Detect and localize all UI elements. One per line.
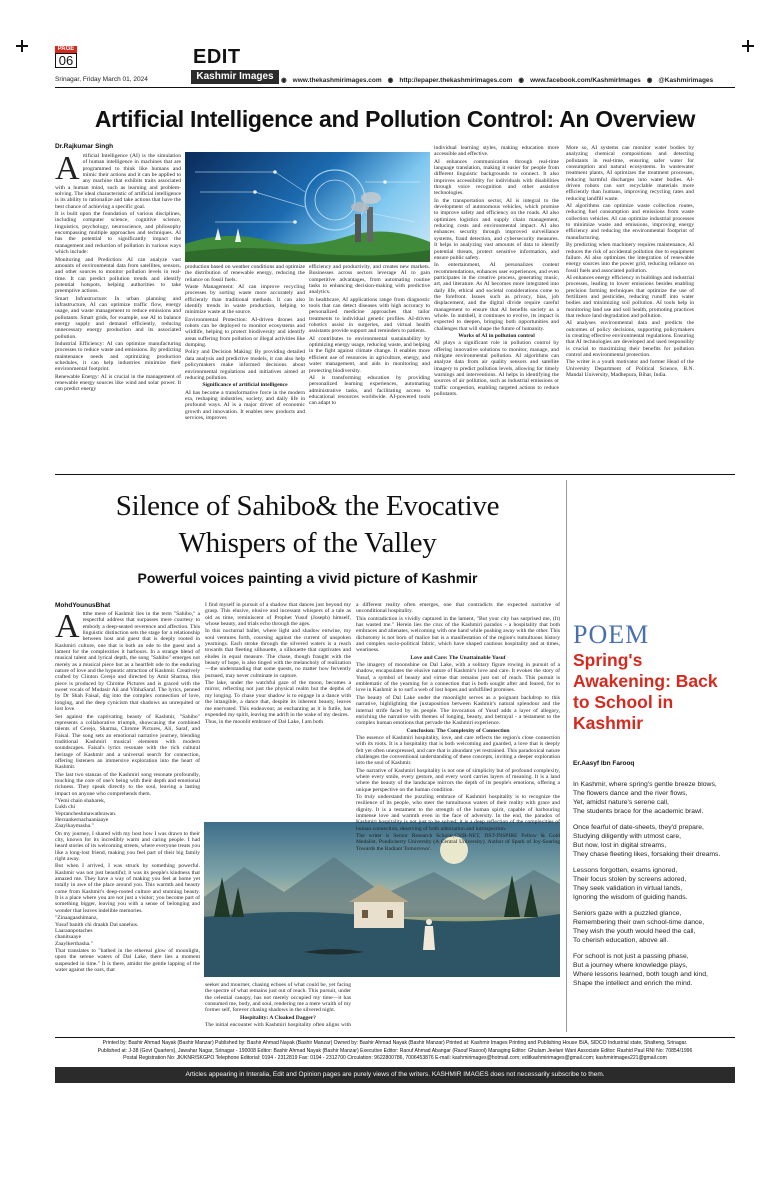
article2-column-3: a different reality often emerges, one that contradicts the expected narrative of unconditional hospitality. This contradiction is vividly captured in the lament, "But your city has surprised me, (It) has wasted me." Herein lies the crux of the Kashmiri paradox - a hospitality that both embraces and alienates, welcoming with one hand while pushing away with the other. This dichotomy is not born of malice but is a manifestation of the region's tumultuous history and complex socio-political fabric, which have shaped cautious hospitality and at times, weariness. Love and Care: The Unattainable Yusuf The imagery of moonshine on Dal Lake, with a solitary figure rowing in pursuit of a shadow, encapsulates the elusive nature of Kashmir's love and care. It evokes the story of Yusuf, a symbol of beauty and virtue that remains just out of reach. This pursuit is emblematic of the yearning for a connection that is both sought after and feared, for to love in Kashmir is to surf a web of lost hopes and unfulfilled promises. The beauty of Dal Lake under the moonlight serves as a poignant backdrop to this narrative, highlighting the juxtaposition between Kashmir's natural splendour and the internal strife faced by its people. The invocation of Yusuf adds a layer of allegory, enriching the narrative with themes of longing, beauty, and betrayal - a testament to the complex human emotions that pervade the Kashmiri experience. Conclusion: The Complexity of Connection The essence of Kashmiri hospitality, love, and care reflects the region's close connection with its roots. It is a hospitality that is both welcoming and guarded, a love that is deeply felt yet often unexpressed, and care that is abundant yet restrained. This paradoxical nature challenges the conventional understanding of these concepts, inviting a deeper exploration into the soul of Kashmir. The narrative of Kashmiri hospitality is not one of simplicity but of profound complexity, where every smile, every gesture, and every word carries layers of meaning. It is a land where the beauty of the landscape mirrors the depth of its people's emotions, offering a unique perspective on the human condition. To truly understand the puzzling embrace of Kashmiri hospitality is to recognize the resilience of its people, who steer the tumultuous waters of their reality with grace and dignity. It is a testament to the strength of the human spirit, capable of harbouring immense love and warmth even in the face of adversity. In the end, the paradox of Kashmiri hospitality is not just to be solved; it is a deep reflection of the complexities of human connection, deserving of both admiration and introspection. The writer is Senior Research Scholar,CSIR-NET, DST-INSPIRE Fellow & Gold Medalist, Pondicherry University (A Central University). Author of Spark of Joy-Soaring Towards the Radiant Tomorrows'. (356, 602, 560, 852)
imprint-line: Published at: J-38 (Govt Quarters), Jawahar Nagar, Srinagar - 190008 Editor: Bashir Ahmad Nayak (Bashir Manzar) Executive Editor: Raouf Ahmad Abangar (Raouf Rasool) Managing Editor: Ghulam Jeelani Wani Associate Editor: Rashid Paul RNI No: 70854/1996 (97, 1047, 693, 1054)
article1-column-4: individual learning styles, making education more accessible and effective. AI enhances communication through real-time language translation, making it easier for people from different linguistic backgrounds to connect. It also improves accessibility for individuals with disabilities through voice recognition and other assistive technologies. In the transportation sector, AI is integral to the development of autonomous vehicles, which promise to improve safety and efficiency on the roads. AI also optimizes logistics and supply chain management, reducing costs and environmental impact. AI also enhances security through improved surveillance systems, fraud detection, and cybersecurity measures. It helps in analyzing vast amounts of data to identify potential threats, protect sensitive information, and ensure public safety. In entertainment, AI personalizes content recommendations, enhances user experiences, and even participates in the creative process, generating music, art, and literature. As AI becomes more integrated into daily life, ethical and societal considerations come to the forefront. Issues such as privacy, bias, job displacement, and the digital divide require careful management to ensure that AI benefits society as a whole. In nutshell, it continues to evolve, its impact is expected to deepen, bringing both opportunities and challenges that will shape the future of humanity. Works of AI in pollution control AI plays a significant role in pollution control by offering innovative solutions to monitor, manage, and mitigate environmental pollution. AI algorithms can analyze data from air quality sensors and satellite imagery to predict pollution levels, allowing for timely warnings and interventions. AI helps in identifying the sources of air pollution, such as industrial emissions or traffic congestion, enabling targeted actions to reduce pollutants. (434, 145, 559, 398)
imprint-rule (55, 1037, 735, 1038)
article1-column-2: production based on weather conditions and optimize the distribution of renewable energy, reducing the reliance on fossil fuels. Waste Management: AI can improve recycling processes by sorting waste more accurately and efficiently than traditional methods. It can also identify trends in waste production, helping to minimize waste at the source. Environmental Protection: AI-driven drones and robots can be deployed to monitor ecosystems and wildlife, helping to protect biodiversity and identify areas suffering from pollution or illegal activities like dumping. Policy and Decision Making: By providing detailed data analysis and predictive models, it can also help policymakers make informed decisions about environmental regulations and initiatives aimed at reducing pollution. Significance of artificial intelligence AI has become a transformative force in the modern era, reshaping industries, society, and daily life in profound ways. AI is a major driver of economic growth and innovation. It enables new products and services, improves (185, 264, 305, 421)
article2-byline: MohdYounusBhat (55, 602, 111, 609)
poem-stanza: In Kashmir, where spring's gentle breeze blows, The flowers dance and the river flows, Yet, amidst nature's serene call, The students brace for the academic brawl. (573, 781, 717, 815)
facebook-icon: ◉ (518, 77, 525, 84)
section-title: EDIT (193, 46, 241, 68)
article2-subtitle: Powerful voices painting a vivid picture of Kashmir (137, 570, 478, 586)
disclaimer-bar: Articles appearing in Interalia, Edit and Opinion pages are purely views of the writers. KASHMIR IMAGES does not necessarily subscribe to them. (55, 1067, 735, 1083)
article2-column-1: A ttthe mere of Kashmir lies in the term "Sahibo," a respectful address that surpasses mere courtesy to embody a deep-seated reverence and affection. This linguistic distinction sets the stage for a relationship between host and guest that is deeply rooted in Kashmiri culture, one that is both an ode to the guest and a lament for the complexities it harbours. In a strange blend of musical talent and lyrical depth, the song "Sahibo" emerges not merely as a musical piece but as a heartfelt ode to the enduring nature of love and the hypnotic attraction of Kashmir. Creatively crafted by Clinton Cerejo and directed by Amit Sharma, this piece is produced by Chrome Pictures and is graced with the sweet vocals of Mudasir Ali and VibhaSaraf. The lyrics, penned by Dr Shah Faisal, dig into the complex connection of love, longing, and the deep cynicism that shadows an unrequited or lost love. Set against the captivating beauty of Kashmir, "Sahibo" represents a collaborative triumph, showcasing the combined talents of Cerejo, Sharma, Chrome Pictures, Ali, Saraf, and Faisal. The song sets an emotional narrative journey, blending traditional Kashmiri musical elements with modern soundscapes. Faisal's lyrics resonate with the rich cultural heritage of Kashmir and a universal search for connection, offering listeners an immersive exploration into the heart of Kashmir. The last two stanzas of the Kashmiri song resonate profoundly, touching the core of one's being with their depth and emotional richness. They speak directly to the soul, leaving a lasting impact on anyone who comprehends them. "Yemi chain shaharek, Lukh chi Veprancheshmawathrawan. Herzankernachaaniaaye Zaaylkaymasha." On my journey, I shared with my host how I was drawn to their city, known for its incredibly warm and caring people. I had heard stories of its welcoming streets, where everyone treats you like a long-lost friend, making you feel part of their big family right away. But when I arrived, I was struck by something powerful. Kashmir was not just beautiful; it was its people's kindness that amazed me. They have a way of making you feel at home yet totally in awe of the place around you. This warmth and beauty come from Kashmir's deep-rooted culture and stunning beauty. It is a place where you are not just a visitor; you become part of something bigger, leaving you with a sense of belonging and wonder that leaves indelible memories. "Zinaagaashimanz, Yusuf banith chi draakh Dal sanehus. Laaraanpotaches chanitsaaye Zaaylkerthasha." That translates to "bathed in the ethereal glow of moonlight, upon the serene waters of Dal Lake, there lies a moment suspended in time." It is there, amidst the gentle lapping of the water against the oars, that (55, 611, 200, 973)
masthead (55, 46, 735, 90)
registration-mark-right (742, 40, 754, 52)
ai-pollution-illustration (185, 152, 430, 262)
imprint-line: Postal Registration No: JK/KNR/SKGPO Telephone Editorial: 0194 - 2312819 Fax: 0194 - 2312700 Circulation: 9622800786, 7006453876 E-mail: kashmirimages@hotmail.com; editkashmirimages@gmail.com; kashmirimages221@gmail.com (123, 1055, 667, 1061)
website-link[interactable]: www.thekashmirimages.com (292, 76, 382, 84)
globe-icon: ◉ (281, 77, 287, 84)
circuit-graphic (185, 152, 430, 262)
drop-cap: A (55, 611, 80, 645)
registration-mark-left (16, 40, 28, 52)
web-links (281, 76, 735, 84)
article1-column-1: A rtificial Intelligence (AI) is the simulation of human intelligence in machines that are programmed to think like humans and mimic their actions and it can be applied to any machine that exhibits traits associated with a human mind, such as learning and problem-solving. The ideal characteristic of artificial intelligence is its ability to rationalize and take actions that have the best chance of achieving a specific goal. It is built upon the foundation of various disciplines, including computer science, cognitive science, linguistics, psychology, neuroscience, and philosophy encompassing multiple approaches and techniques. AI has the potential to significantly impact the management and reduction of pollution in various ways which include: Monitoring and Prediction: AI can analyze vast amounts of environmental data from satellites, sensors, and other sources to monitor pollution levels in real-time. It can predict pollution trends and identify potential hotspots, helping authorities to take preemptive actions. Smart Infrastructure: In urban planning and infrastructure, AI can optimize traffic flow, energy usage, and waste management to reduce emissions and pollutants. Smart grids, for example, use AI to balance energy supply and demand efficiently, reducing unnecessary energy production and its associated pollution. Industrial Efficiency: AI can optimize manufacturing processes to reduce waste and emissions. By predicting maintenance needs and optimizing production schedules, it can help industries minimize their environmental footprint. Renewable Energy: AI is crucial in the management of renewable energy sources like wind and solar power. It can predict energy (55, 153, 181, 393)
article1-column-5: More so, AI systems can monitor water bodies by analyzing chemical compositions and detecting pollutants in real-time, ensuring safer water for consumption and natural ecosystems. In wastewater treatment plants, AI optimizes the treatment processes, reducing harmful discharges into water bodies. AI-driven robots can sort recyclable materials more efficiently than humans, improving recycling rates and reducing landfill waste. AI algorithms can optimize waste collection routes, reducing fuel consumption and emissions from waste collection vehicles. AI can optimize industrial processes to minimize waste and emissions, improving energy efficiency and reducing the environmental footprint of manufacturing. By predicting when machinery requires maintenance, AI reduces the risk of accidental pollution due to equipment failure. AI also optimizes the integration of renewable energy sources into the power grid, reducing reliance on fossil fuels and associated pollution. AI enhances energy efficiency in buildings and industrial processes, leading to lower emissions besides enabling precision farming techniques that optimize the use of fertilizers and pesticides, reducing runoff into water bodies and minimizing soil pollution. AI tools help in monitoring land use and soil health, promoting practices that reduce land degradation and pollution. AI analyses environmental data and predicts the outcomes of policy decisions, supporting policymakers in creating effective environmental regulations. Ensuring that AI technologies are developed and used responsibly is crucial to maximizing their benefits for pollution control and environmental protection. The writer is a youth motivator and former Head of the University Department of Political Science, B.N. Mandal University, Madhepura, Bihar, India. (566, 145, 694, 379)
article2-headline-line2: Whispers of the Valley (178, 527, 437, 559)
poem-title: Spring's Awakening: Back to School in Kashmir (573, 650, 718, 733)
facebook-link[interactable]: www.facebook.com/KashmirImages (530, 76, 641, 84)
poem-box (566, 480, 735, 1032)
article2-column-2b: seeker and mourner, chasing echoes of what could be, yet facing the spectre of what remains just out of reach. This pursuit, under the celestial canopy, has not merely occupied my time—it has consumed me, body, and soul, rendering me a mere wraith of my former self, forever chasing shadows in the silvered night. Hospitality: A Cloaked Dagger? The initial encounter with Kashmiri hospitality often aligns with (205, 982, 351, 1027)
epaper-link[interactable]: http://epaper.thekashmirimages.com (399, 76, 513, 84)
drop-cap: A (55, 153, 80, 187)
article2-column-2: I find myself in pursuit of a shadow that dances just beyond my grasp. This elusive, elusive and incessant whispers of a tale as old as time, reminiscent of Prophet Yusuf (Joseph) himself, whose beauty, and trials echo through the ages. In this nocturnal ballet, where light and shadow entwine, my soul ventures forth, coursing against the current of unspoken yearnings. Each stroke through the silvered waters is a reach towards that fleeting silhouette, a silhouette that captivates and eludes in equal measure. The chase, though fraught with the beauty of hope, is also tinged with the melancholy of realization—the understanding that some quests, no matter how fervently pursued, may never culminate in capture. The lake, under the watchful gaze of the moon, becomes a mirror, reflecting not just the physical realm but the depths of my longing. To chase your shadow is to engage in a dance with the intangible, a dance that, despite its inherent beauty, leaves me enervated. This endeavour, as enchanting as it is futile, has expended my spirit, leaving me adrift in the wake of my desires. Thus, in the moonlit embrace of Dal Lake, I am both (205, 602, 351, 726)
poem-label: POEM (573, 620, 650, 649)
poem-stanza: For school is not just a passing phase, But a journey where knowledge plays, Where lessons learned, both tough and kind, Shape the intellect and enrich the mind. (573, 953, 708, 987)
article1-headline: Artificial Intelligence and Pollution Control: An Overview (94, 106, 696, 132)
poem-stanza: Lessons forgotten, exams ignored, Their focus stolen by screens adored, They seek validation in virtual lands, Ignoring the wisdom of guiding hands. (573, 867, 688, 901)
imprint-line: Printed by: Bashir Ahmad Nayak (Bashir Manzar) Published by: Bashir Ahmad Nayak (Bashir Manzar) Owned by: Bashir Ahmad Nayak (Bashir Manzar) Printed at: Kashmir Images Printing and Publishing House I5/A, SIDCO Industrial state, Shalteng, Srinagar. (102, 1040, 688, 1046)
poem-byline: Er.Aasyf Ibn Farooq (573, 760, 635, 767)
page-label: PAGE (55, 46, 77, 53)
twitter-link[interactable]: @Kashmirimages (658, 76, 714, 84)
poem-stanza: Seniors gaze with a puzzled glance, Remembering their own school-time dance, They wish the youth would heed the call, To cherish education, above all. (573, 910, 705, 944)
masthead-rule (55, 87, 735, 88)
poem-text (573, 780, 735, 995)
poem-stanza: Once fearful of date-sheets, they'd prepare, Studying diligently with utmost care, But now, lost in digital streams, They chase fleeting likes, forsaking their dreams. (573, 824, 721, 858)
globe-icon: ◉ (387, 77, 394, 84)
twitter-icon: ◉ (646, 77, 653, 84)
page-number: 06 (55, 53, 77, 68)
section-divider (55, 474, 735, 475)
article1-byline: Dr.Rajkumar Singh (55, 143, 114, 150)
dateline: Srinagar, Friday March 01, 2024 (55, 76, 148, 83)
paper-name: Kashmir Images (191, 70, 279, 84)
article2-headline-line1: Silence of Sahibo& the Evocative (115, 490, 500, 522)
article1-column-3: efficiency and productivity, and creates new markets. Businesses across sectors leverage AI to gain competitive advantages, from automating routine tasks to enhancing decision-making with predictive analytics. In healthcare, AI applications range from diagnostic tools that can detect diseases with high accuracy to personalized medicine approaches that tailor treatments to individual genetic profiles. AI-driven robotics assist in surgeries, and virtual health assistants provide support and reminders to patients. AI contributes to environmental sustainability by optimizing energy usage, reducing waste, and helping in the fight against climate change. It enables more efficient use of resources in agriculture, energy, and water management, and aids in monitoring and protecting biodiversity. AI is transforming education by providing personalized learning experiences, automating administrative tasks, and facilitating access to educational resources worldwide. AI-powered tools can adapt to (309, 264, 430, 407)
imprint (55, 1040, 735, 1063)
